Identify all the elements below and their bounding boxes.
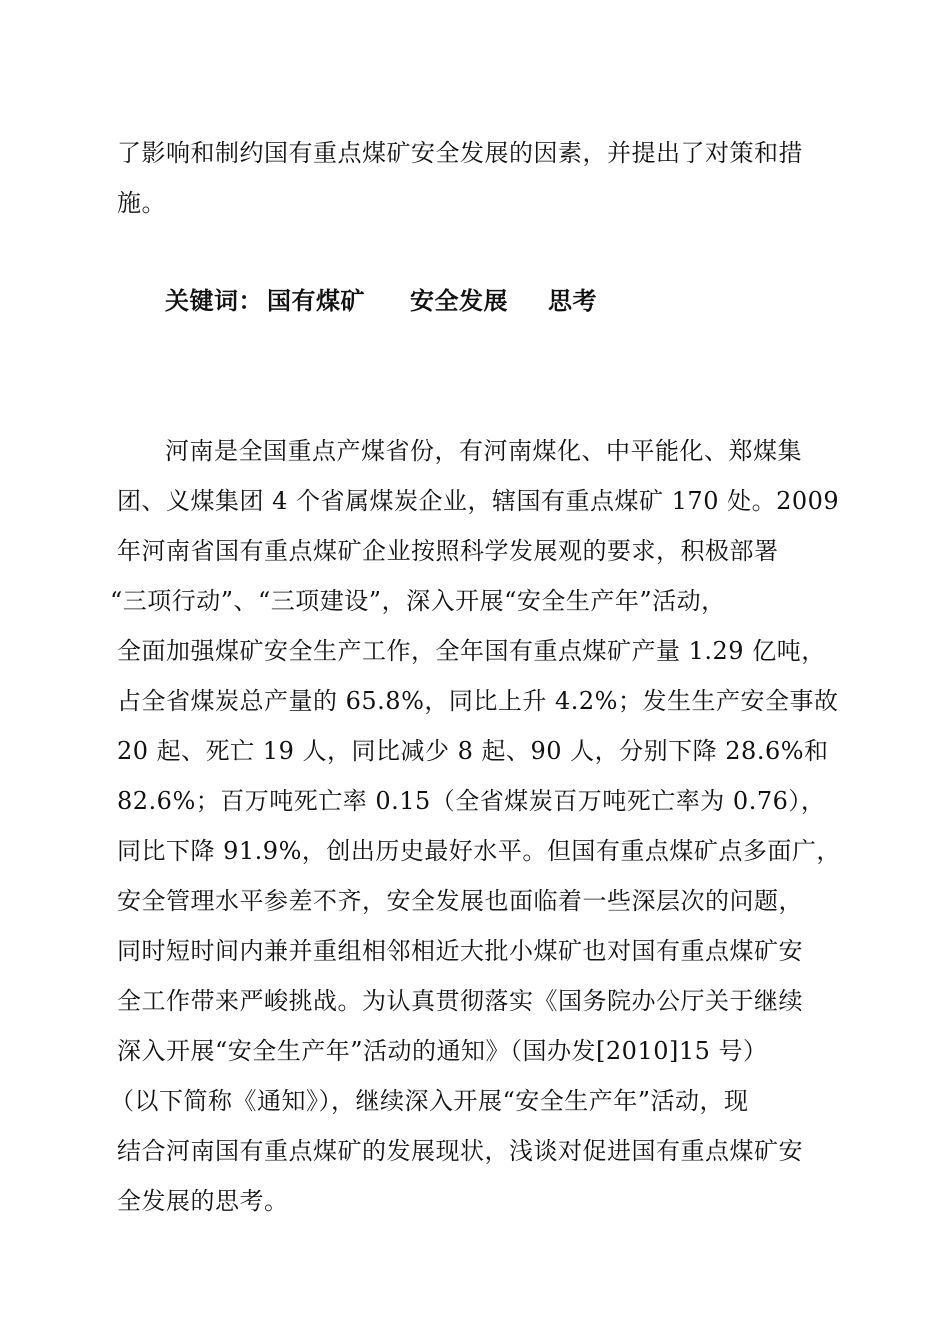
- body-line: 全工作带来严峻挑战。为认真贯彻落实《国务院办公厅关于继续: [117, 987, 803, 1015]
- body-line: 全面加强煤矿安全生产工作，全年国有重点煤矿产量 1.29 亿吨，: [117, 637, 826, 665]
- body-line: “三项行动”、“三项建设”，深入开展“安全生产年”活动，: [110, 587, 726, 615]
- body-line: 年河南省国有重点煤矿企业按照科学发展观的要求，积极部署: [117, 537, 779, 565]
- keyword-item: 思考: [548, 286, 597, 315]
- keyword-item: 安全发展: [410, 286, 508, 315]
- body-line: 结合河南国有重点煤矿的发展现状，浅谈对促进国有重点煤矿安: [117, 1137, 803, 1165]
- keyword-item: 国有煤矿: [267, 286, 365, 315]
- body-line: 团、义煤集团 4 个省属煤炭企业，辖国有重点煤矿 170 处。2009: [117, 487, 840, 515]
- body-line: 占全省煤炭总产量的 65.8%，同比上升 4.2%；发生生产安全事故: [117, 687, 839, 715]
- abstract-line-2: 施。: [117, 189, 166, 217]
- body-line: 同比下降 91.9%，创出历史最好水平。但国有重点煤矿点多面广，: [117, 837, 841, 865]
- body-line: 20 起、死亡 19 人，同比减少 8 起、90 人，分别下降 28.6%和: [117, 737, 829, 765]
- keywords-label: 关键词：: [165, 286, 263, 315]
- body-line: 河南是全国重点产煤省份，有河南煤化、中平能化、郑煤集: [165, 437, 802, 465]
- body-line: 安全管理水平参差不齐，安全发展也面临着一些深层次的问题，: [117, 887, 803, 915]
- body-line: 同时短时间内兼并重组相邻相近大批小煤矿也对国有重点煤矿安: [117, 937, 803, 965]
- abstract-line-1: 了影响和制约国有重点煤矿安全发展的因素，并提出了对策和措: [117, 139, 803, 167]
- body-line: 深入开展“安全生产年”活动的通知》（国办发[2010]15 号）: [117, 1037, 768, 1065]
- body-line: 全发展的思考。: [117, 1187, 289, 1215]
- body-line: （以下简称《通知》），继续深入开展“安全生产年”活动，现: [110, 1087, 749, 1115]
- body-line: 82.6%；百万吨死亡率 0.15（全省煤炭百万吨死亡率为 0.76），: [117, 787, 826, 815]
